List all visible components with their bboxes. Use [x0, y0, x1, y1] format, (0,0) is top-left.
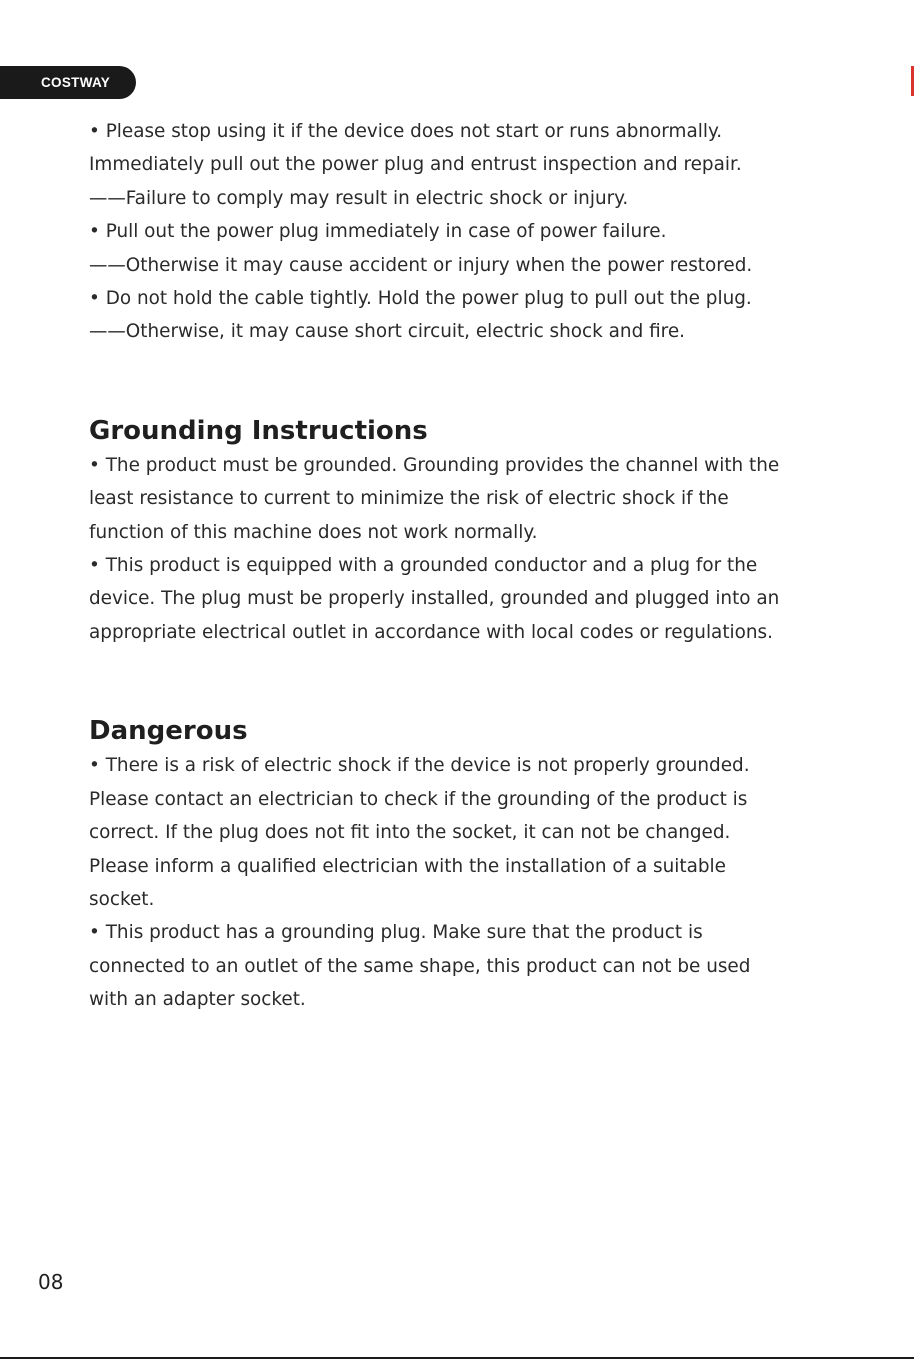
safety-note-line: Immediately pull out the power plug and entrust inspection and repair.	[89, 154, 742, 176]
safety-note-line: ——Otherwise, it may cause short circuit, electric shock and fire.	[89, 321, 685, 343]
grounding-heading: Grounding Instructions	[89, 415, 428, 446]
safety-notes-section	[89, 115, 869, 349]
section-spacer	[89, 349, 869, 413]
grounding-line: device. The plug must be properly installed, grounded and plugged into an	[89, 588, 780, 610]
dangerous-line: socket.	[89, 888, 155, 910]
safety-note-line: ——Otherwise it may cause accident or injury when the power restored.	[89, 254, 753, 276]
safety-note-line: • Please stop using it if the device does not start or runs abnormally.	[89, 121, 723, 142]
dangerous-line: • This product has a grounding plug. Make sure that the product is	[89, 922, 703, 944]
safety-note-line: • Do not hold the cable tightly. Hold the power plug to pull out the plug.	[89, 288, 752, 310]
grounding-section	[89, 413, 869, 649]
safety-note-line: • Pull out the power plug immediately in case of power failure.	[89, 221, 667, 243]
page-content	[89, 115, 869, 1017]
dangerous-section	[89, 713, 869, 1016]
grounding-line: • This product is equipped with a grounded conductor and a plug for the	[89, 555, 758, 577]
dangerous-line: with an adapter socket.	[89, 989, 306, 1011]
grounding-line: appropriate electrical outlet in accordance with local codes or regulations.	[89, 621, 773, 643]
dangerous-heading: Dangerous	[89, 716, 248, 747]
safety-note-line: ——Failure to comply may result in electric shock or injury.	[89, 187, 629, 209]
grounding-line: least resistance to current to minimize the risk of electric shock if the	[89, 488, 729, 510]
dangerous-line: correct. If the plug does not fit into the socket, it can not be changed.	[89, 822, 731, 844]
dangerous-line: connected to an outlet of the same shape, this product can not be used	[89, 955, 751, 977]
bottom-rule	[0, 1357, 914, 1359]
brand-logo: COSTWAY	[0, 66, 136, 99]
dangerous-line: Please contact an electrician to check if the grounding of the product is	[89, 788, 748, 810]
section-spacer	[89, 649, 869, 713]
grounding-line: • The product must be grounded. Grounding provides the channel with the	[89, 454, 780, 476]
grounding-line: function of this machine does not work normally.	[89, 521, 538, 543]
page-number: 08	[38, 1270, 64, 1294]
dangerous-line: • There is a risk of electric shock if the device is not properly grounded.	[89, 755, 750, 777]
dangerous-line: Please inform a qualified electrician with the installation of a suitable	[89, 855, 726, 877]
